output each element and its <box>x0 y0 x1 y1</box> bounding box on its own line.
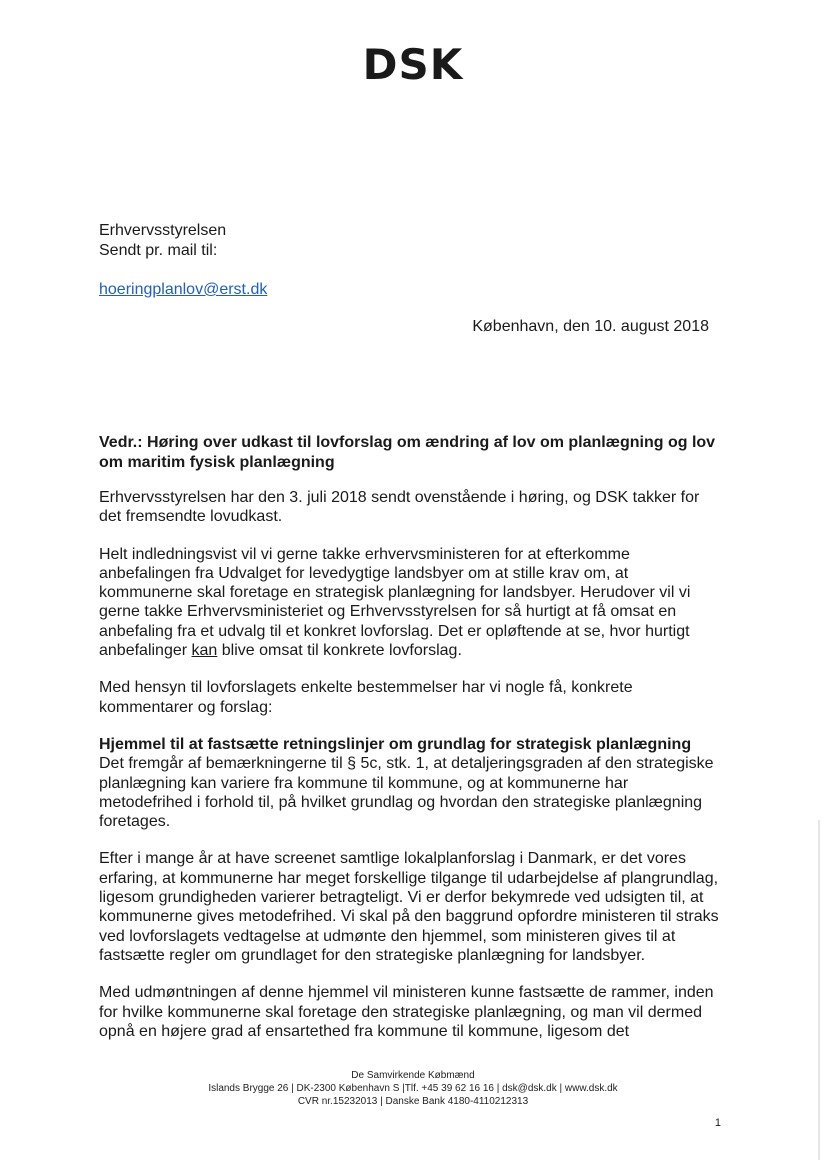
footer-company: De Samvirkende Købmænd <box>351 1070 475 1081</box>
letter-footer <box>0 1069 826 1108</box>
page-number: 1 <box>714 1117 721 1129</box>
paragraph-6: Med udmøntningen af denne hjemmel vil ministeren kunne fastsætte de rammer, inden for hvilke kommunerne skal foretage den strategiske planlægning, og man vil dermed opnå en højere grad af ensartethed fra kommune til kommune, ligesom det <box>99 984 714 1040</box>
scan-edge <box>818 820 820 1160</box>
dsk-logo: DSK <box>362 40 464 89</box>
paragraph-2: Helt indledningsvist vil vi gerne takke erhvervsministeren for at efterkomme anbefalingen fra Udvalget for levedygtige landsbyer om at stille krav om, at kommunerne skal foretage en strategisk planlægning for landsbyer. Herudover vil vi gerne takke Erhvervsministeriet og Erhvervsstyrelsen for så hurtigt at få omsat en anbefaling fra et udvalg til et konkret lovforslag. Det er opløftende at se, hvor hurtigt anbefalinger kan blive omsat til konkrete lovforslag. <box>99 545 691 660</box>
letter-subject: Vedr.: Høring over udkast til lovforslag om ændring af lov om planlægning og lov om maritim fysisk planlægning <box>99 434 716 471</box>
letter-body <box>99 488 725 1059</box>
paragraph-4: Det fremgår af bemærkningerne til § 5c, stk. 1, at detaljeringsgraden af den strategiske planlægning kan variere fra kommune til kommune, og at kommunerne har metodefrihed i forhold til, på hvilket grundlag og hvordan den strategiske planlægning foretages. <box>99 755 714 831</box>
recipient-name: Erhvervsstyrelsen <box>99 222 227 239</box>
paragraph-5: Efter i mange år at have screenet samtlige lokalplanforslag i Danmark, er det vores erfaring, at kommunerne har meget forskellige tilgange til udarbejdelse af plangrundlag, ligesom grundigheden varierer betragteligt. Vi er derfor bekymrede ved udsigten til, at kommunerne gives metodefrihed. Vi skal på den baggrund opfordre ministeren til straks ved lovforslagets vedtagelse at udmønte den hjemmel, som ministeren gives til at fastsætte regler om grundlaget for den strategiske planlægning for landsbyer. <box>99 850 719 964</box>
paragraph-1: Erhvervsstyrelsen har den 3. juli 2018 sendt ovenstående i høring, og DSK takker for det fremsendte lovudkast. <box>99 489 700 526</box>
recipient-email-link[interactable]: hoeringplanlov@erst.dk <box>99 281 268 298</box>
section-heading: Hjemmel til at fastsætte retningslinjer om grundlag for strategisk planlægning <box>99 735 692 753</box>
underlined-word: kan <box>191 642 218 660</box>
footer-registration: CVR nr.15232013 | Danske Bank 4180-4110212313 <box>297 1096 529 1107</box>
recipient-block <box>99 221 226 261</box>
footer-contact: Islands Brygge 26 | DK-2300 København S |Tlf. +45 39 62 16 16 | dsk@dsk.dk | www.dsk.dk <box>208 1083 618 1094</box>
date-line: København, den 10. august 2018 <box>472 318 709 335</box>
recipient-sent-note: Sendt pr. mail til: <box>99 242 218 259</box>
paragraph-3: Med hensyn til lovforslagets enkelte bestemmelser har vi nogle få, konkrete kommentarer og forslag: <box>99 679 633 716</box>
